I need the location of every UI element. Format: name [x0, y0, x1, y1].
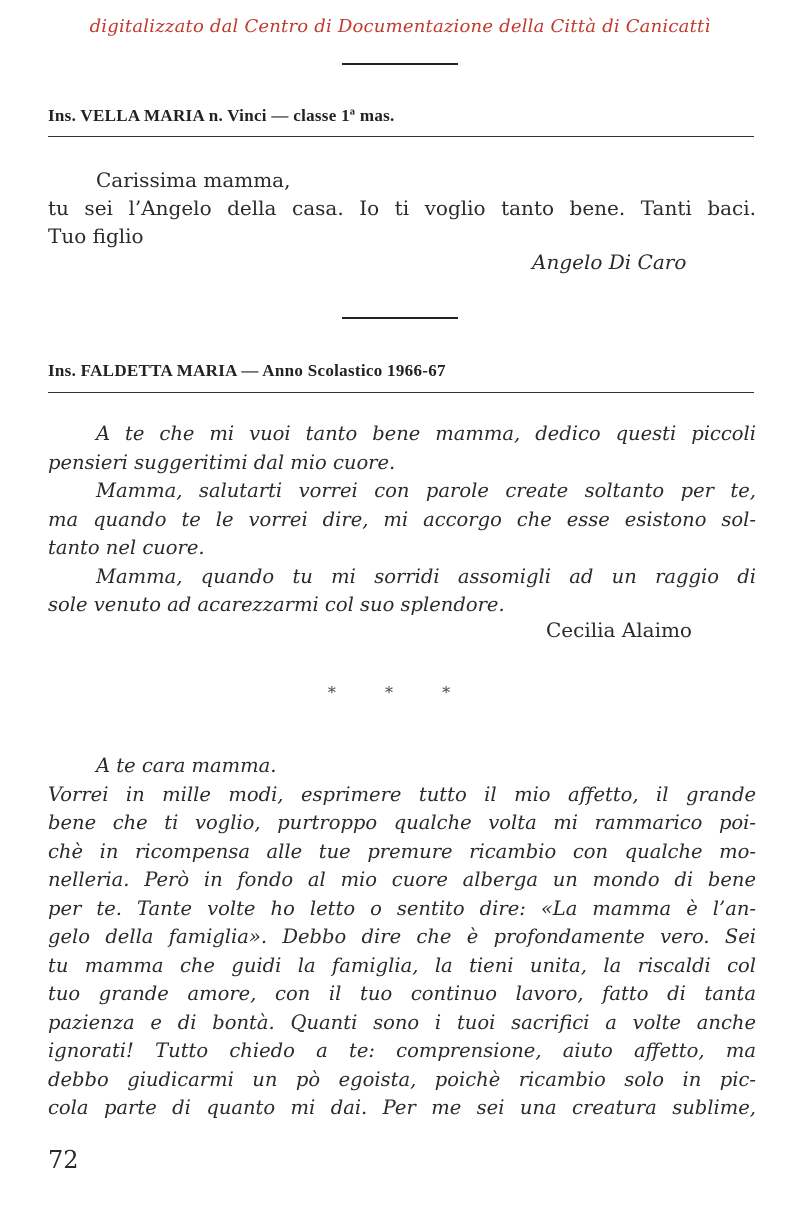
section2-teacher: Ins. FALDETTA MARIA — [48, 361, 237, 380]
text-line: tu sei l’Angelo della casa. Io ti voglio tanto bene. Tanti baci. — [48, 196, 756, 220]
text-line: bene che ti voglio, purtroppo qualche volta mi rammarico poi- — [48, 811, 756, 834]
text-line: tanto nel cuore. — [48, 536, 205, 559]
asterism-separator: * * * — [327, 683, 473, 702]
section1-signature: Angelo Di Caro — [532, 250, 687, 274]
text-line: per te. Tante volte ho letto o sentito dire: «La mamma è l’an- — [48, 896, 756, 920]
text-line: tu mamma che guidi la famiglia, la tieni unita, la riscaldi col — [48, 953, 756, 977]
text-line: A te che mi vuoi tanto bene mamma, dedico questi piccoli — [96, 422, 756, 445]
text-line: pazienza e di bontà. Quanti sono i tuoi sacrifici a volte anche — [48, 1010, 756, 1034]
text-line: Vorrei in mille modi, esprimere tutto il mio affetto, il grande — [48, 782, 756, 806]
section2-signature: Cecilia Alaimo — [546, 618, 692, 642]
section1-class: n. Vinci — classe 1ª mas. — [208, 106, 395, 125]
section3-letter — [48, 752, 756, 1123]
text-line: Mamma, quando tu mi sorridi assomigli ad un raggio di — [96, 564, 756, 588]
text-line: Carissima mamma, — [96, 168, 291, 192]
text-line: gelo della famiglia». Debbo dire che è profondamente vero. Sei — [48, 925, 756, 948]
section2-rule — [48, 392, 754, 393]
text-line: A te cara mamma. — [96, 754, 277, 777]
text-line: ma quando te le vorrei dire, mi accorgo che esse esistono sol- — [48, 507, 756, 531]
section1-letter — [48, 166, 756, 250]
section1-teacher: Ins. VELLA MARIA — [48, 106, 205, 125]
section2-header — [48, 361, 446, 381]
text-line: sole venuto ad acarezzarmi col suo splendore. — [48, 593, 505, 616]
section2-year: — Anno Scolastico 1966-67 — [241, 361, 446, 380]
section2-letter — [48, 420, 756, 620]
text-line: Tuo figlio — [48, 224, 144, 248]
text-line: debbo giudicarmi un pò egoista, poichè ricambio solo in pic- — [48, 1067, 756, 1091]
text-line: Mamma, salutarti vorrei con parole create soltanto per te, — [96, 479, 756, 502]
text-line: ignorati! Tutto chiedo a te: comprensione, aiuto affetto, ma — [48, 1039, 756, 1062]
text-line: nelleria. Però in fondo al mio cuore alberga un mondo di bene — [48, 868, 756, 891]
text-line: pensieri suggeritimi dal mio cuore. — [48, 450, 396, 474]
text-line: chè in ricompensa alle tue premure ricambio con qualche mo- — [48, 839, 756, 863]
page-number: 72 — [48, 1146, 79, 1174]
text-line: cola parte di quanto mi dai. Per me sei una creatura sublime, — [48, 1096, 756, 1119]
section1-header — [48, 106, 395, 126]
top-divider — [342, 63, 458, 65]
middle-divider — [342, 317, 458, 319]
text-line: tuo grande amore, con il tuo continuo lavoro, fatto di tanta — [48, 982, 756, 1005]
section1-rule — [48, 136, 754, 137]
watermark: digitalizzato dal Centro di Documentazione della Città di Canicattì — [89, 16, 711, 37]
